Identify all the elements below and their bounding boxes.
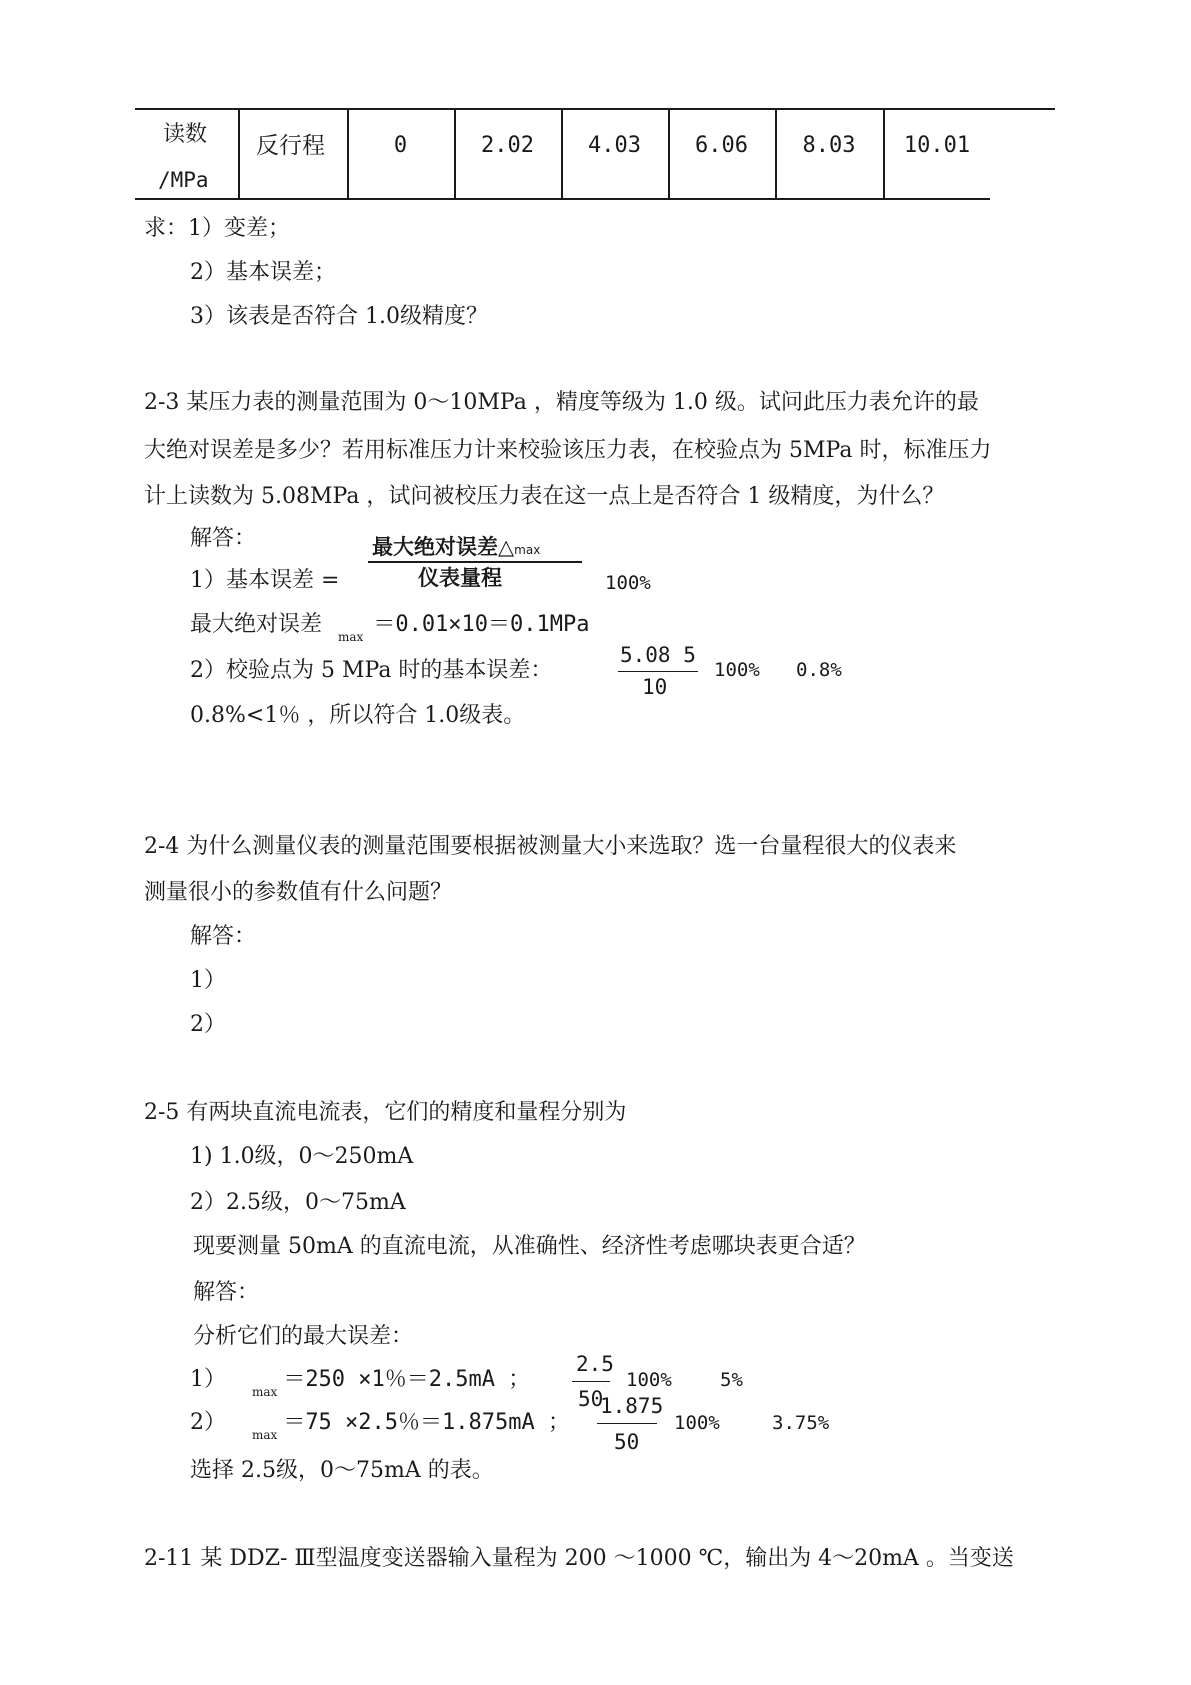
check-percent: 100% xyxy=(714,659,760,681)
calc2-percent: 100% xyxy=(674,1412,720,1434)
formula-numerator: 最大绝对误差△max xyxy=(372,535,541,559)
calc1-percent: 100% xyxy=(626,1369,672,1391)
formula-denominator: 仪表量程 xyxy=(418,566,502,590)
check-fraction-bar xyxy=(618,671,698,672)
q22-ask: 求：1）变差； xyxy=(144,216,290,241)
calc1-prefix: 1） xyxy=(190,1367,226,1392)
table-cell: 6.06 xyxy=(695,133,748,158)
max-error-prefix: 最大绝对误差 xyxy=(190,612,323,637)
q24-answer-label: 解答： xyxy=(190,924,257,949)
q23-line3: 计上读数为 5.08MPa ，试问被校压力表在这一点上是否符合 1 级精度，为什么？ xyxy=(144,484,945,509)
row-header-line2: /MPa xyxy=(158,168,209,192)
formula-label: 1）基本误差 = xyxy=(190,568,340,593)
table-col-divider xyxy=(238,108,240,200)
calc2-fraction-bar xyxy=(597,1423,657,1424)
check-denominator: 10 xyxy=(642,675,668,699)
table-cell: 0 xyxy=(393,133,408,158)
calc2-denominator: 50 xyxy=(614,1430,640,1454)
q23-line1: 2-3 某压力表的测量范围为 0～10MPa ，精度等级为 1.0 级。试问此压力表允许的最 xyxy=(144,390,979,415)
calc2-value: ＝75 ×2.5％＝1.875mA ； xyxy=(283,1410,570,1435)
table-cell: 2.02 xyxy=(481,133,534,158)
q25-item2: 2）2.5级，0～75mA xyxy=(190,1190,406,1215)
q22-item2: 2）基本误差； xyxy=(190,260,336,285)
calc2-result: 3.75% xyxy=(772,1412,830,1434)
check-numerator: 5.08 5 xyxy=(620,643,696,667)
q211-line1: 2-11 某 DDZ- Ⅲ型温度变送器输入量程为 200 ～1000 ℃，输出为 4～20mA 。当变送 xyxy=(144,1546,1014,1571)
q25-answer-label: 解答： xyxy=(193,1280,260,1305)
q24-line2: 测量很小的参数值有什么问题？ xyxy=(144,880,453,905)
calc1-value: ＝250 ×1％＝2.5mA ； xyxy=(283,1367,531,1392)
calc2-line xyxy=(190,1410,570,1442)
q24-line1: 2-4 为什么测量仪表的测量范围要根据被测量大小来选取？选一台量程很大的仪表来 xyxy=(144,834,957,859)
calc2-sub: max xyxy=(252,1428,278,1442)
table-cell: 4.03 xyxy=(588,133,641,158)
calc1-result: 5% xyxy=(720,1369,743,1391)
q25-question: 现要测量 50mA 的直流电流，从准确性、经济性考虑哪块表更合适？ xyxy=(193,1234,866,1259)
calc1-denominator: 50 xyxy=(578,1387,604,1411)
max-error-line xyxy=(190,612,590,644)
calc1-sub: max xyxy=(252,1385,278,1399)
q23-answer-label: 解答： xyxy=(190,526,257,551)
q25-line1: 2-5 有两块直流电流表，它们的精度和量程分别为 xyxy=(144,1100,627,1125)
q23-conclusion: 0.8%<1％ ，所以符合 1.0级表。 xyxy=(190,703,526,728)
formula-percent: 100% xyxy=(605,572,651,594)
formula-fraction-bar xyxy=(368,561,582,563)
check-result: 0.8% xyxy=(796,659,842,681)
q23-line2: 大绝对误差是多少？若用标准压力计来校验该压力表，在校验点为 5MPa 时，标准压力 xyxy=(144,438,992,463)
calc1-numerator: 2.5 xyxy=(576,1352,614,1376)
q24-item1: 1） xyxy=(190,968,226,993)
q25-analysis: 分析它们的最大误差： xyxy=(193,1324,414,1349)
table-cell: 10.01 xyxy=(903,133,971,158)
table-top-border xyxy=(135,108,1055,110)
q25-item1: 1) 1.0级，0～250mA xyxy=(190,1144,414,1169)
calc2-numerator: 1.875 xyxy=(600,1394,664,1418)
calc1-fraction-bar xyxy=(572,1381,610,1382)
q24-item2: 2） xyxy=(190,1012,226,1037)
max-error-value: ＝0.01×10＝0.1MPa xyxy=(373,612,590,637)
max-error-sub: max xyxy=(338,630,364,644)
direction-cell: 反行程 xyxy=(256,133,325,159)
check-label: 2）校验点为 5 MPa 时的基本误差： xyxy=(190,658,553,683)
calc1-line xyxy=(190,1367,531,1399)
table-cell: 8.03 xyxy=(802,133,856,158)
calc2-prefix: 2） xyxy=(190,1410,226,1435)
row-header-line1: 读数 xyxy=(163,122,208,147)
q22-item3: 3）该表是否符合 1.0级精度？ xyxy=(190,304,488,329)
q25-choice: 选择 2.5级，0～75mA 的表。 xyxy=(190,1458,494,1483)
